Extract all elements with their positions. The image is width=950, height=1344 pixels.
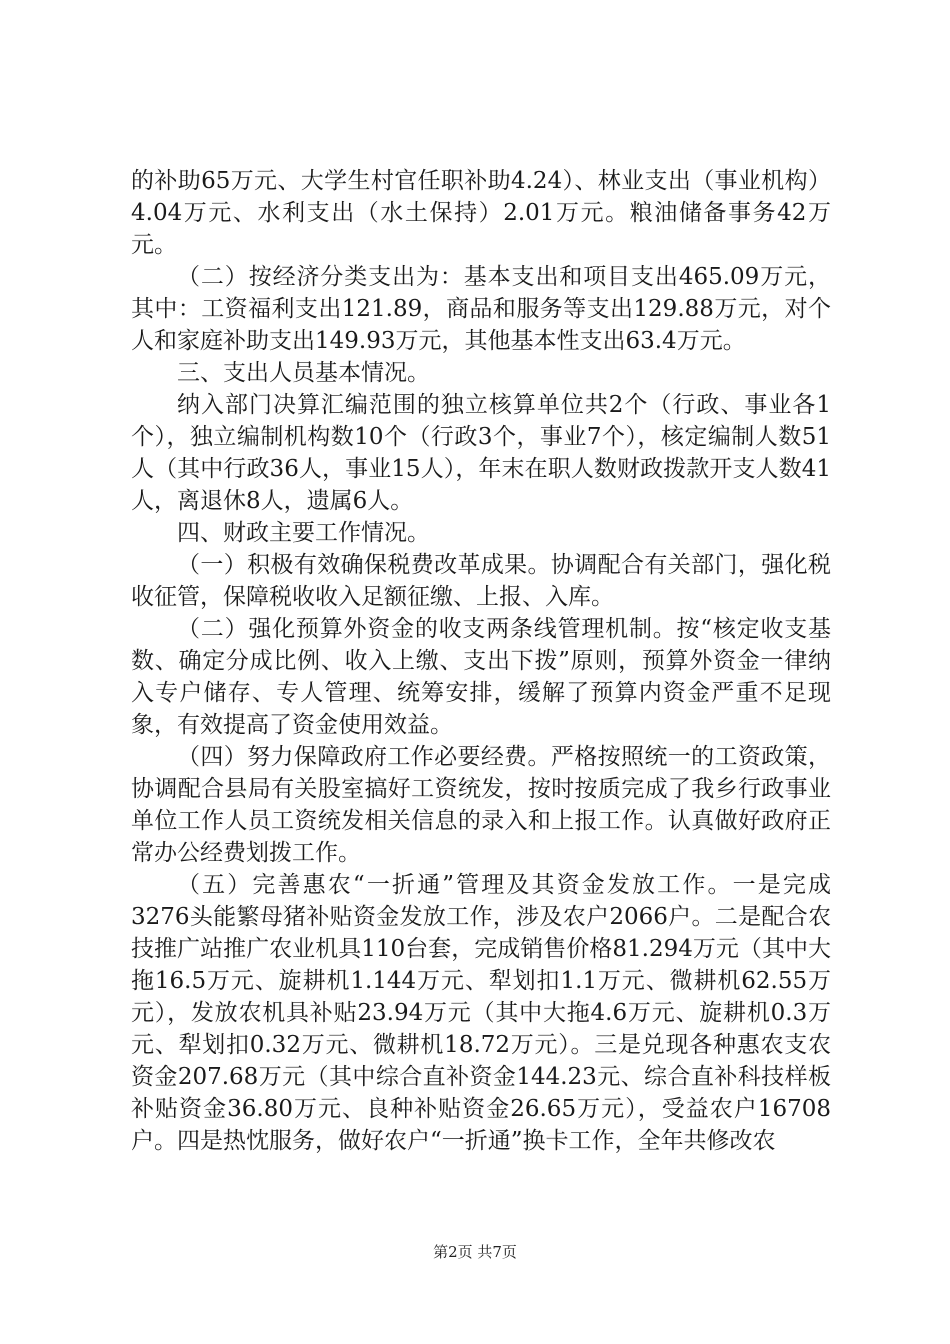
paragraph-funding: （四）努力保障政府工作必要经费。严格按照统一的工资政策，协调配合县局有关股室搞好工资统发，按时按质完成了我乡行政事业单位工作人员工资统发相关信息的录入和上报工作。认真做好政府正常办公经费划拨工作。 (131, 744, 831, 866)
paragraph-continuation: 的补助65万元、大学生村官任职补助4.24）、林业支出（事业机构）4.04万元、水利支出（水土保持）2.01万元。粮油储备事务42万元。 (131, 168, 831, 258)
page-footer: 第2页 共7页 (433, 1243, 517, 1261)
section-heading-work: 四、财政主要工作情况。 (177, 520, 430, 546)
section-heading-staff: 三、支出人员基本情况。 (177, 360, 430, 386)
paragraph-extra-budget: （二）强化预算外资金的收支两条线管理机制。按“核定收支基数、确定分成比例、收入上缴、支出下拨”原则，预算外资金一律纳入专户储存、专人管理、统筹安排，缓解了预算内资金严重不足现象，有效提高了资金使用效益。 (131, 616, 831, 738)
document-body (131, 165, 831, 1157)
paragraph-economic-classification: （二）按经济分类支出为：基本支出和项目支出465.09万元，其中：工资福利支出121.89，商品和服务等支出129.88万元，对个人和家庭补助支出149.93万元，其他基本性支出63.4万元。 (131, 264, 831, 354)
paragraph-staff-details: 纳入部门决算汇编范围的独立核算单位共2个（行政、事业各1个），独立编制机构数10个（行政3个，事业7个），核定编制人数51人（其中行政36人，事业15人），年末在职人数财政拨款开支人数41人，离退休8人，遗属6人。 (131, 392, 831, 514)
paragraph-tax-reform: （一）积极有效确保税费改革成果。协调配合有关部门，强化税收征管，保障税收收入足额征缴、上报、入库。 (131, 552, 831, 610)
paragraph-subsidy: （五）完善惠农“一折通”管理及其资金发放工作。一是完成3276头能繁母猪补贴资金发放工作，涉及农户2066户。二是配合农技推广站推广农业机具110台套，完成销售价格81.294万元（其中大拖16.5万元、旋耕机1.144万元、犁划扣1.1万元、微耕机62.55万元），发放农机具补贴23.94万元（其中大拖4.6万元、旋耕机0.3万元、犁划扣0.32万元、微耕机18.72万元）。三是兑现各种惠农支农资金207.68万元（其中综合直补资金144.23元、综合直补科技样板补贴资金36.80万元、良种补贴资金26.65万元），受益农户16708户。四是热忱服务，做好农户“一折通”换卡工作，全年共修改农 (131, 872, 831, 1154)
